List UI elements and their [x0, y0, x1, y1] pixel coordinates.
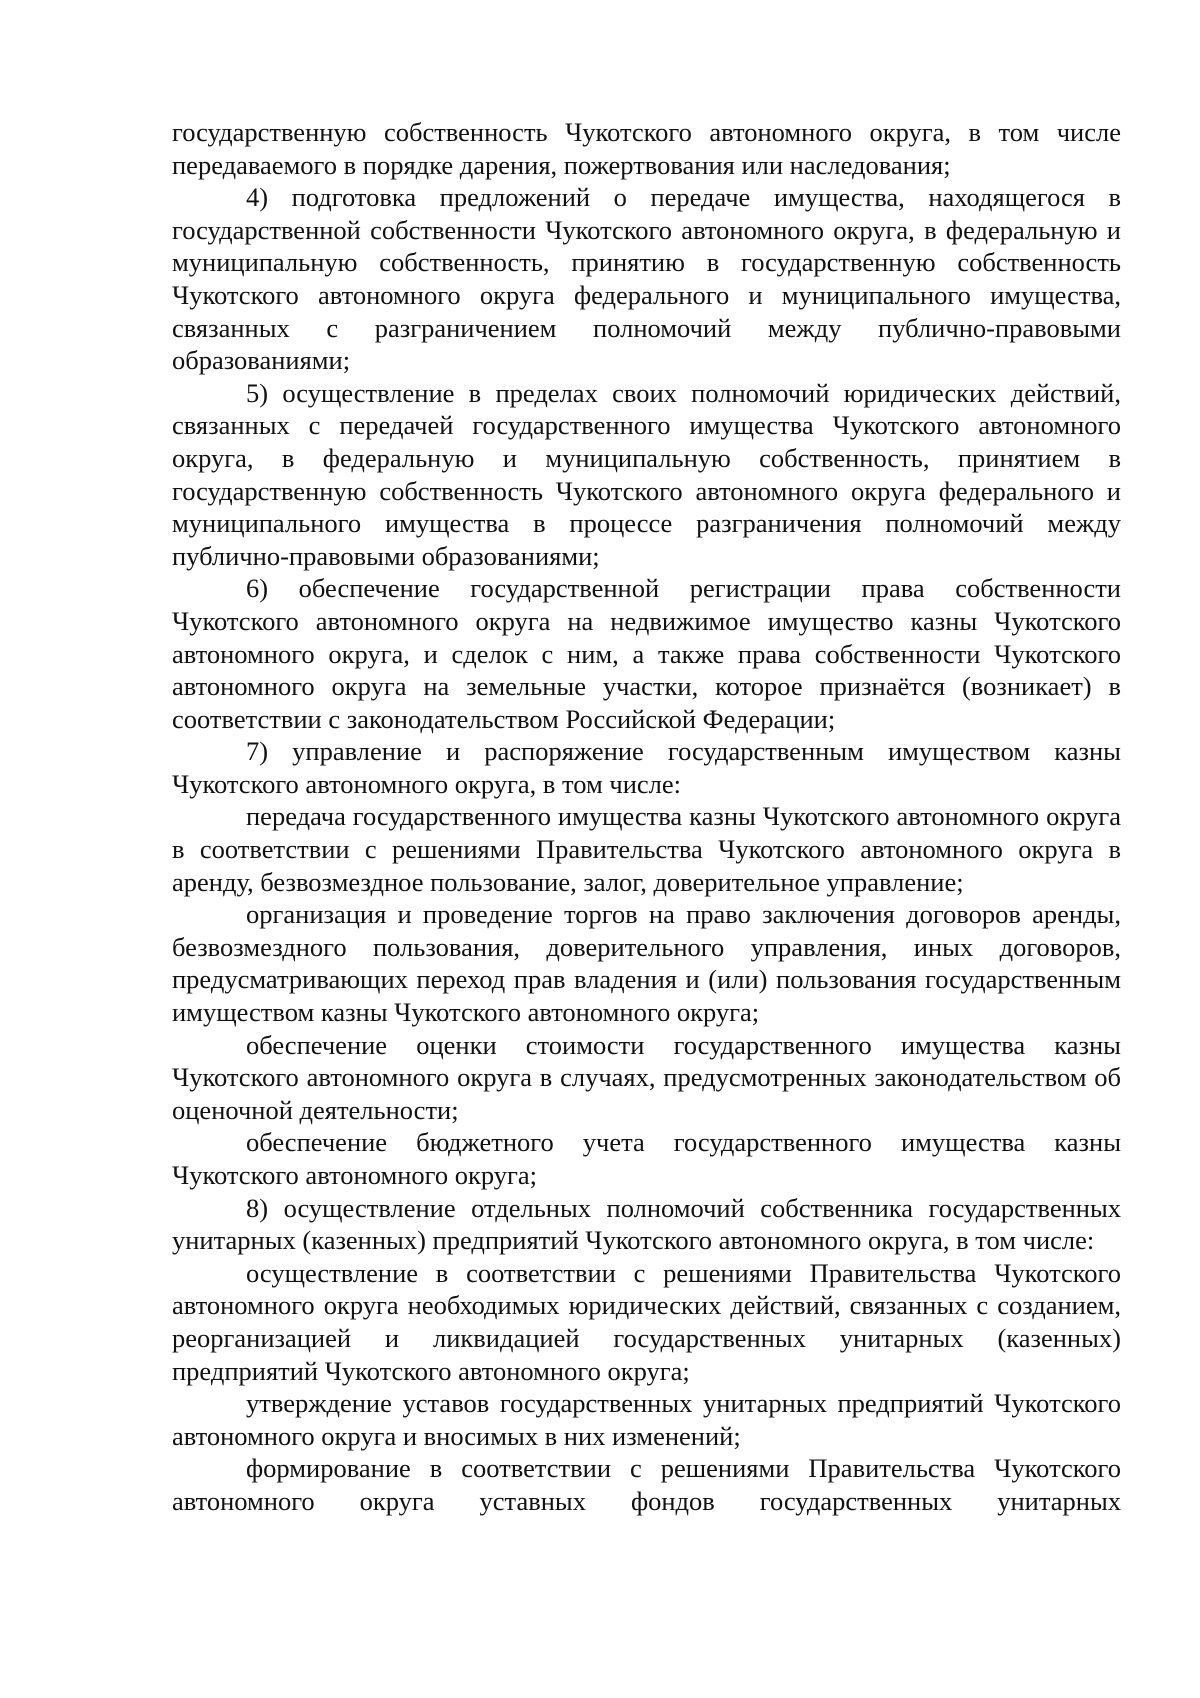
paragraph-item-8-sub-2: утверждение уставов государственных унитарных предприятий Чукотского автономного округа и вносимых в них изменений; — [172, 1388, 1121, 1451]
paragraph-continuation: государственную собственность Чукотского автономного округа, в том числе передаваемого в порядке дарения, пожертвования или наследования; — [172, 117, 1121, 180]
paragraph-item-5: 5) осуществление в пределах своих полномочий юридических действий, связанных с передачей государственного имущества Чукотского автономного округа, в федеральную и муниципальную собственность, принятием в государственную собственность Чукотского автономного округа федерального и муниципального имущества в процессе разграничения полномочий между публично-правовыми образованиями; — [172, 377, 1121, 571]
paragraph-item-7-sub-3: обеспечение оценки стоимости государственного имущества казны Чукотского автономного округа в случаях, предусмотренных законодательством об оценочной деятельности; — [172, 1029, 1121, 1125]
paragraph-item-7-sub-1: передача государственного имущества казны Чукотского автономного округа в соответствии с решениями Правительства Чукотского автономного округа в аренду, безвозмездное пользование, залог, доверительное управление; — [172, 801, 1121, 897]
paragraph-item-6: 6) обеспечение государственной регистрации права собственности Чукотского автономного округа на недвижимое имущество казны Чукотского автономного округа, и сделок с ним, а также права собственности Чукотского автономного округа на земельные участки, которое признаётся (возникает) в соответствии с законодательством Российской Федерации; — [172, 573, 1121, 734]
paragraph-item-7-sub-4: обеспечение бюджетного учета государственного имущества казны Чукотского автономного округа; — [172, 1127, 1121, 1190]
paragraph-item-8-sub-1: осуществление в соответствии с решениями Правительства Чукотского автономного округа необходимых юридических действий, связанных с созданием, реорганизацией и ликвидацией государственных унитарных (казенных) предприятий Чукотского автономного округа; — [172, 1257, 1121, 1386]
paragraph-item-4: 4) подготовка предложений о передаче имущества, находящегося в государственной собственности Чукотского автономного округа, в федеральную и муниципальную собственность, принятию в государственную собственность Чукотского автономного округа федерального и муниципального имущества, связанных с разграничением полномочий между публично-правовыми образованиями; — [172, 182, 1121, 376]
paragraph-item-8: 8) осуществление отдельных полномочий собственника государственных унитарных (казенных) предприятий Чукотского автономного округа, в том числе: — [172, 1192, 1121, 1256]
paragraph-item-7-sub-2: организация и проведение торгов на право заключения договоров аренды, безвозмездного пользования, доверительного управления, иных договоров, предусматривающих переход прав владения и (или) пользования государственным имуществом казны Чукотского автономного округа; — [172, 899, 1121, 1028]
paragraph-item-7: 7) управление и распоряжение государственным имуществом казны Чукотского автономного округа, в том числе: — [172, 736, 1121, 799]
document-body — [172, 116, 1121, 1518]
paragraph-item-8-sub-3: формирование в соответствии с решениями Правительства Чукотского автономного округа уставных фондов государственных унитарных — [172, 1453, 1121, 1516]
